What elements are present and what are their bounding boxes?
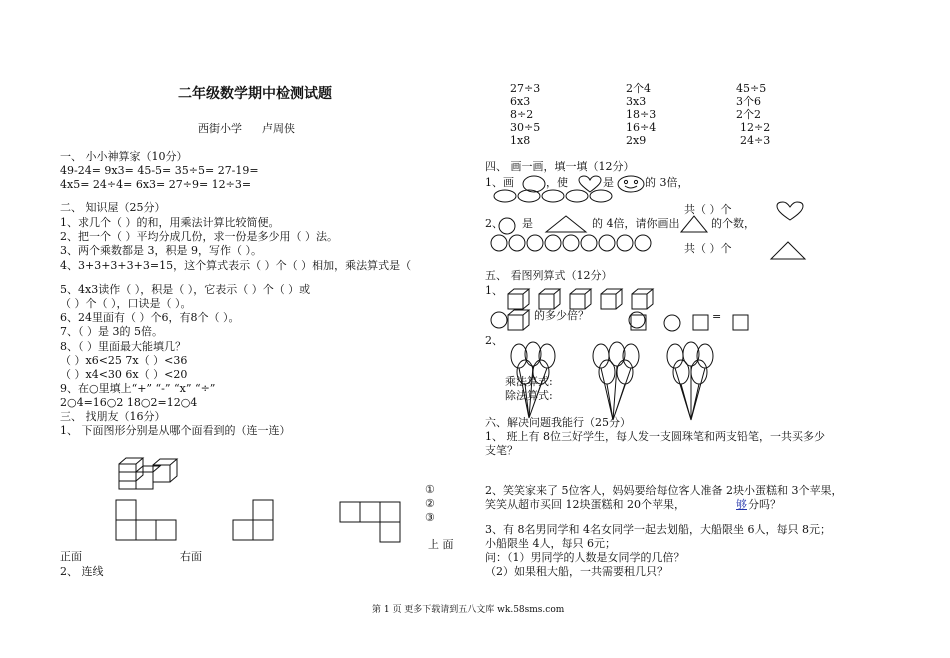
question-2-5: 5、4x3读作（ ），积是（ ），它表示（ ）个（ ）或 [60, 283, 311, 296]
triangle-answer-icon [770, 240, 806, 260]
q4-2-part-d: 的个数， [711, 217, 755, 230]
question-2-4: 4、3+3+3+3+3=15，这个算式表示（ ）个（ ）相加，乘法算式是（ [60, 259, 412, 272]
question-2-5-cont: （ ）个（ ），口诀是（ ）。 [60, 297, 192, 310]
question-2-3: 3、两个乘数都是 3，积是 9，写作（ ）。 [60, 244, 262, 257]
multiplication-label: 乘法算式: [505, 375, 553, 388]
question-3-1: 1、 下面图形分别是从哪个面看到的（连一连） [60, 424, 291, 437]
triangle-icon [545, 215, 587, 233]
q4-2-part-a: 2、 [485, 217, 503, 230]
front-view-label: 正面 [60, 550, 82, 563]
circled-label-3: ③ [425, 511, 435, 524]
triangle-target-icon [680, 215, 708, 233]
q4-1-part-d: 的 3倍， [645, 176, 689, 189]
right-view-label: 右面 [180, 550, 202, 563]
section-6-header: 六、解决问题我能行（25分） [485, 416, 631, 429]
card-3-2: 18÷3 [626, 108, 657, 121]
card-4-2: 16÷4 [626, 121, 657, 134]
question-3-2: 2、 连线 [60, 565, 104, 578]
card-2-2: 3x3 [626, 95, 647, 108]
question-2-7: 7、（ ）是 3的 5倍。 [60, 325, 163, 338]
circled-label-1: ① [425, 483, 435, 496]
page-title: 二年级数学期中检测试题 [178, 86, 332, 102]
school-name: 西街小学 [198, 122, 242, 135]
q4-2-part-b: 是 [522, 217, 533, 230]
question-2-8-row-1: （ ）x6<25 7x（ ）<36 [60, 354, 188, 367]
card-3-3: 2个2 [736, 108, 761, 121]
question-2-8-row-2: （ ）x4<30 6x（ ）<20 [60, 368, 188, 381]
card-4-3: 12÷2 [740, 121, 771, 134]
equation-boxes [630, 314, 750, 334]
card-5-2: 2x9 [626, 134, 647, 147]
q6-2-line-2-end: 分吗？ [748, 498, 781, 511]
q6-1-line-1: 1、 班上有 8位三好学生，每人发一支圆珠笔和两支铅笔，一共买多少 [485, 430, 825, 443]
view-shape-1 [116, 500, 178, 542]
view-shape-2 [233, 500, 275, 542]
card-1-2: 2个4 [626, 82, 651, 95]
calc-row-2: 4x5= 24÷4= 6x3= 27÷9= 12÷3= [60, 178, 252, 191]
q4-1-part-a: 1、画 [485, 176, 514, 189]
question-2-6: 6、24里面有（ ）个6，有8个（ ）。 [60, 311, 240, 324]
division-label: 除法算式: [505, 389, 553, 402]
card-2-3: 3个6 [736, 95, 761, 108]
q4-1-part-c: 是 [603, 176, 614, 189]
card-5-3: 24÷3 [740, 134, 771, 147]
section-1-header: 一、 小小神算家（10分） [60, 150, 188, 163]
author-name: 卢周侠 [262, 122, 295, 135]
q6-1-line-2: 支笔？ [485, 444, 518, 457]
view-shape-3 [340, 502, 402, 544]
q6-3-line-4: （2）如果租大船，一共需要租几只？ [485, 565, 668, 578]
card-1-3: 45÷5 [736, 82, 767, 95]
heart-answer-icon [776, 201, 804, 221]
q6-2-line-2: 笑笑从超市买回 12块蛋糕和 20个苹果， [485, 498, 685, 511]
card-1-1: 27÷3 [510, 82, 541, 95]
question-2-2: 2、把一个（ ）平均分成几份，求一份是多少用（ ）法。 [60, 230, 338, 243]
q4-1-part-b: ，使 [546, 176, 568, 189]
total-count-2: 共（ ）个 [684, 242, 732, 255]
cube-stack-figure [115, 445, 185, 490]
question-2-1: 1、求几个（ ）的和，用乘法计算比较简便。 [60, 216, 280, 229]
card-5-1: 1x8 [510, 134, 531, 147]
card-2-1: 6x3 [510, 95, 531, 108]
section-5-header: 五、 看图列算式（12分） [485, 269, 613, 282]
q5-2-label: 2、 [485, 334, 503, 347]
face-row [485, 189, 630, 203]
q6-3-line-3: 问：（1）男同学的人数是女同学的几倍？ [485, 551, 685, 564]
q4-2-part-c: 的 4倍，请你画出 [592, 217, 680, 230]
calc-row-1: 49-24= 9x3= 45-5= 35÷5= 27-19= [60, 164, 259, 177]
question-2-9: 9、在○里填上“+” “-” “x” “÷” [60, 382, 216, 395]
q5-1-label: 1、 [485, 284, 503, 297]
section-4-header: 四、 画一画，填一填（12分） [485, 160, 635, 173]
question-2-9-row: 2○4=16○2 18○2=12○4 [60, 396, 198, 409]
section-2-header: 二、 知识屋（25分） [60, 201, 166, 214]
card-4-1: 30÷5 [510, 121, 541, 134]
total-count-1: 共（ ）个 [684, 203, 732, 216]
top-view-label: 上 面 [428, 538, 454, 551]
circle-row [490, 233, 655, 253]
q6-2-line-1: 2、笑笑家来了 5位客人，妈妈要给每位客人准备 2块小蛋糕和 3个苹果， [485, 484, 843, 497]
equals-sign: = [712, 310, 722, 323]
q5-1-fragment: 的多少倍？ [534, 309, 589, 322]
circled-label-2: ② [425, 497, 435, 510]
section-3-header: 三、 找朋友（16分） [60, 410, 166, 423]
q6-3-line-2: 小船限坐 4人，每只 6元； [485, 537, 616, 550]
link-word[interactable]: 够 [736, 498, 747, 511]
card-3-1: 8÷2 [510, 108, 534, 121]
question-2-8: 8、（ ）里面最大能填几？ [60, 340, 186, 353]
q6-3-line-1: 3、有 8名男同学和 4名女同学一起去划船，大船限坐 6人，每只 8元； [485, 523, 831, 536]
page-footer: 第 1 页 更多下载请到五八文库 wk.58sms.com [372, 605, 565, 615]
